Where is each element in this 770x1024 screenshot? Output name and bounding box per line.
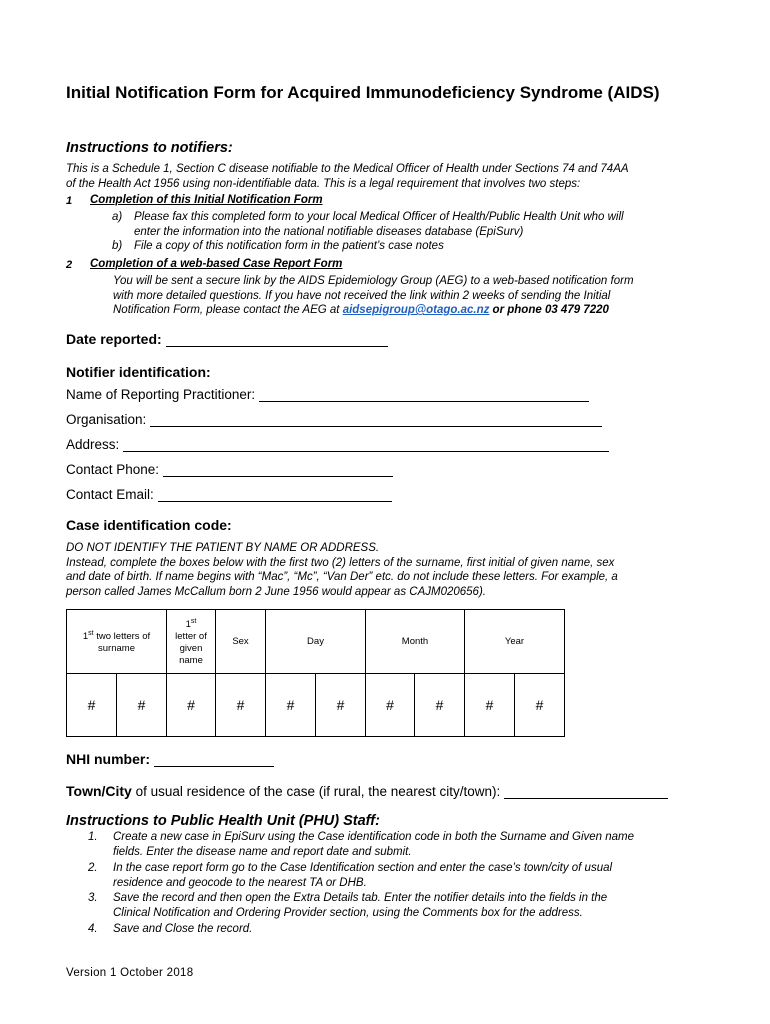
contact-phone-input[interactable]	[163, 462, 393, 477]
step-1-heading: Completion of this Initial Notification Form	[90, 194, 323, 206]
table-header-row	[67, 610, 565, 674]
intro-line: This is a Schedule 1, Section C disease notifiable to the Medical Officer of Health under Sections 74 and 74AA	[66, 163, 629, 175]
step-2-line: You will be sent a secure link by the AIDS Epidemiology Group (AEG) to a web-based notification form	[113, 275, 634, 287]
organisation-label: Organisation:	[66, 412, 147, 427]
case-id-heading: Case identification code:	[66, 517, 232, 533]
organisation-field	[66, 412, 602, 427]
step-2-line: Notification Form, please contact the AEG at	[113, 304, 343, 316]
address-label: Address:	[66, 437, 120, 452]
date-reported-label: Date reported:	[66, 331, 162, 347]
step-1a-line: enter the information into the national notifiable diseases database (EpiSurv)	[134, 225, 524, 238]
case-id-line: Instead, complete the boxes below with the first two (2) letters of the surname, first initial of given name, sex	[66, 556, 615, 569]
contact-email-label: Contact Email:	[66, 487, 154, 502]
step-1a	[112, 210, 712, 254]
address-input[interactable]	[123, 437, 609, 452]
contact-email-field	[66, 487, 392, 502]
case-id-line: DO NOT IDENTIFY THE PATIENT BY NAME OR ADDRESS.	[66, 542, 380, 554]
code-cell[interactable]: #	[266, 674, 316, 737]
list-item-number: 3.	[88, 892, 98, 905]
instructions-intro	[66, 162, 716, 191]
address-field	[66, 437, 609, 452]
aeg-email-link[interactable]: aidsepigroup@otago.ac.nz	[342, 304, 490, 316]
list-item: 2. In the case report form go to the Case Identification section and enter the case’s town/city of usual residence and geocode to the nearest TA or DHB.	[88, 861, 613, 889]
code-cell[interactable]: #	[117, 674, 167, 737]
version-footer: Version 1 October 2018	[66, 967, 194, 979]
notifier-heading: Notifier identification:	[66, 364, 211, 380]
code-cell[interactable]: #	[515, 674, 565, 737]
header-month: Month	[366, 610, 465, 674]
code-cell[interactable]: #	[167, 674, 216, 737]
case-id-code-table	[66, 609, 565, 737]
step-2-number: 2	[66, 259, 73, 271]
step-1-number: 1	[66, 195, 73, 207]
header-surname: 1st two letters of surname	[67, 610, 167, 674]
code-cell[interactable]: #	[67, 674, 117, 737]
list-item-number: 4.	[88, 922, 98, 935]
case-id-line: and date of birth. If name begins with “Mac”, “Mc”, “Van Der” etc. do not include these letters. For example, a	[66, 571, 618, 583]
town-input[interactable]	[504, 784, 668, 799]
form-title: Initial Notification Form for Acquired Immunodeficiency Syndrome (AIDS)	[66, 83, 660, 102]
list-item: 4. Save and Close the record.	[88, 922, 713, 937]
step-1b-letter: b)	[112, 240, 123, 252]
date-reported-field	[66, 331, 388, 347]
step-1a-line: Please fax this completed form to your local Medical Officer of Health/Public Health Unit who will	[134, 211, 624, 223]
town-field	[66, 783, 668, 799]
nhi-input[interactable]	[154, 752, 274, 767]
step-2-line: with more detailed questions. If you have not received the link within 2 weeks of sending the Initial	[113, 289, 611, 302]
header-sex: Sex	[216, 610, 266, 674]
instructions-heading: Instructions to notifiers:	[66, 140, 233, 156]
town-label-bold: Town/City	[66, 783, 132, 799]
code-cell[interactable]: #	[415, 674, 465, 737]
header-given-initial: 1st letter of given name	[167, 610, 216, 674]
phu-heading: Instructions to Public Health Unit (PHU) Staff:	[66, 813, 380, 829]
contact-phone-field	[66, 462, 393, 477]
nhi-label: NHI number:	[66, 751, 150, 767]
nhi-field	[66, 751, 274, 767]
step-2-text	[113, 274, 713, 318]
phu-instructions-list	[88, 830, 713, 937]
code-cell[interactable]: #	[366, 674, 415, 737]
list-item-number: 2.	[88, 861, 98, 874]
list-item: 1. Create a new case in EpiSurv using the Case identification code in both the Surname and Given name fields. Enter the disease name and report date and submit.	[88, 831, 635, 859]
code-cell[interactable]: #	[216, 674, 266, 737]
step-1b-line: File a copy of this notification form in the patient’s case notes	[134, 240, 444, 252]
code-cell[interactable]: #	[465, 674, 515, 737]
case-id-line: person called James McCallum born 2 June 1956 would appear as CAJM020656).	[66, 585, 486, 598]
organisation-input[interactable]	[150, 412, 602, 427]
date-reported-input[interactable]	[166, 332, 388, 347]
header-year: Year	[465, 610, 565, 674]
contact-email-input[interactable]	[158, 487, 392, 502]
step-2-heading: Completion of a web-based Case Report Form	[90, 258, 343, 270]
contact-phone-label: Contact Phone:	[66, 462, 160, 477]
step-1a-letter: a)	[112, 211, 123, 223]
practitioner-name-label: Name of Reporting Practitioner:	[66, 387, 256, 402]
practitioner-name-input[interactable]	[259, 387, 589, 402]
header-day: Day	[266, 610, 366, 674]
practitioner-name-field	[66, 387, 589, 402]
list-item: 3. Save the record and then open the Extra Details tab. Enter the notifier details into the fields in the Clinical Notification and Ordering Provider section, using the Comments box for the address.	[88, 892, 608, 920]
case-id-instructions	[66, 541, 716, 599]
town-label: of usual residence of the case (if rural, the nearest city/town):	[131, 784, 501, 799]
list-item-number: 1.	[88, 831, 98, 843]
intro-line: of the Health Act 1956 using non-identifiable data. This is a legal requirement that involves two steps:	[66, 177, 581, 190]
aeg-phone: or phone 03 479 7220	[489, 304, 609, 316]
table-input-row	[67, 674, 565, 737]
code-cell[interactable]: #	[316, 674, 366, 737]
